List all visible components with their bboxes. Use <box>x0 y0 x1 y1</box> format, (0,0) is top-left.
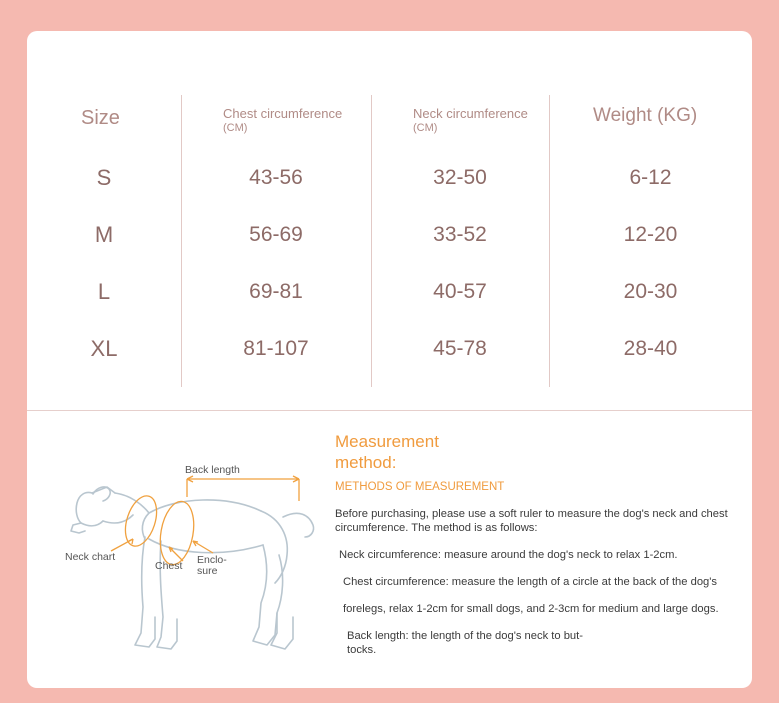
cell-chest: 43-56 <box>249 165 303 189</box>
cell-neck: 32-50 <box>433 165 487 189</box>
label-neck-chart: Neck chart <box>65 551 116 563</box>
table-header-weight: Weight (KG) <box>593 105 698 126</box>
cell-size: M <box>94 221 114 247</box>
table-row <box>27 149 752 206</box>
table-body <box>27 149 752 377</box>
cell-chest: 56-69 <box>249 222 303 246</box>
cell-neck: 33-52 <box>433 222 487 246</box>
measurement-title-line1: Measurement <box>335 432 439 451</box>
label-back-length: Back length <box>185 464 240 476</box>
cell-size: XL <box>90 335 118 361</box>
dog-outline-icon <box>37 421 327 671</box>
measurement-text <box>335 431 735 670</box>
cell-size: S <box>96 164 112 190</box>
measurement-paragraph-5 <box>347 629 735 657</box>
measurement-title <box>335 431 735 473</box>
measurement-paragraph-3: Chest circumference: measure the length of a circle at the back of the dog's <box>343 576 718 588</box>
info-card <box>27 31 752 688</box>
table-header-chest-label: Chest circumference <box>223 106 343 121</box>
table-header-size: Size <box>81 107 120 129</box>
cell-weight: 6-12 <box>629 165 672 189</box>
cell-neck: 45-78 <box>433 336 487 360</box>
label-enclosure-line1: Enclo- <box>197 554 227 566</box>
measurement-subtitle: METHODS OF MEASUREMENT <box>335 481 505 493</box>
table-header-chest-unit: (CM) <box>223 122 248 134</box>
label-chest: Chest <box>155 560 183 572</box>
measurement-paragraph-1: Before purchasing, please use a soft ruler to measure the dog's neck and chest circumference. The method is as follows: <box>335 508 728 534</box>
measurement-title-line2: method: <box>335 453 397 472</box>
label-enclosure-line2: sure <box>197 565 218 577</box>
cell-weight: 28-40 <box>623 336 678 360</box>
measurement-paragraph-5-line2: tocks. <box>347 644 377 656</box>
measurement-paragraph-5-line1: Back length: the length of the dog's neck to but- <box>347 630 583 642</box>
measurement-section <box>27 411 752 688</box>
cell-neck: 40-57 <box>433 279 487 303</box>
cell-chest: 69-81 <box>249 279 303 303</box>
dog-diagram <box>37 421 327 671</box>
table-row <box>27 320 752 377</box>
size-table <box>27 31 752 361</box>
cell-chest: 81-107 <box>243 336 309 360</box>
table-header-neck <box>413 107 553 135</box>
measurement-paragraph-4: forelegs, relax 1-2cm for small dogs, and 2-3cm for medium and large dogs. <box>343 603 719 615</box>
measurement-paragraph-2: Neck circumference: measure around the dog's neck to relax 1-2cm. <box>339 549 678 561</box>
cell-weight: 20-30 <box>623 279 678 303</box>
table-row <box>27 263 752 320</box>
cell-size: L <box>97 278 111 304</box>
table-header-chest <box>223 107 363 135</box>
table-header-neck-unit: (CM) <box>413 122 438 134</box>
cell-weight: 12-20 <box>623 222 678 246</box>
table-header-neck-label: Neck circumference <box>413 106 528 121</box>
table-row <box>27 206 752 263</box>
